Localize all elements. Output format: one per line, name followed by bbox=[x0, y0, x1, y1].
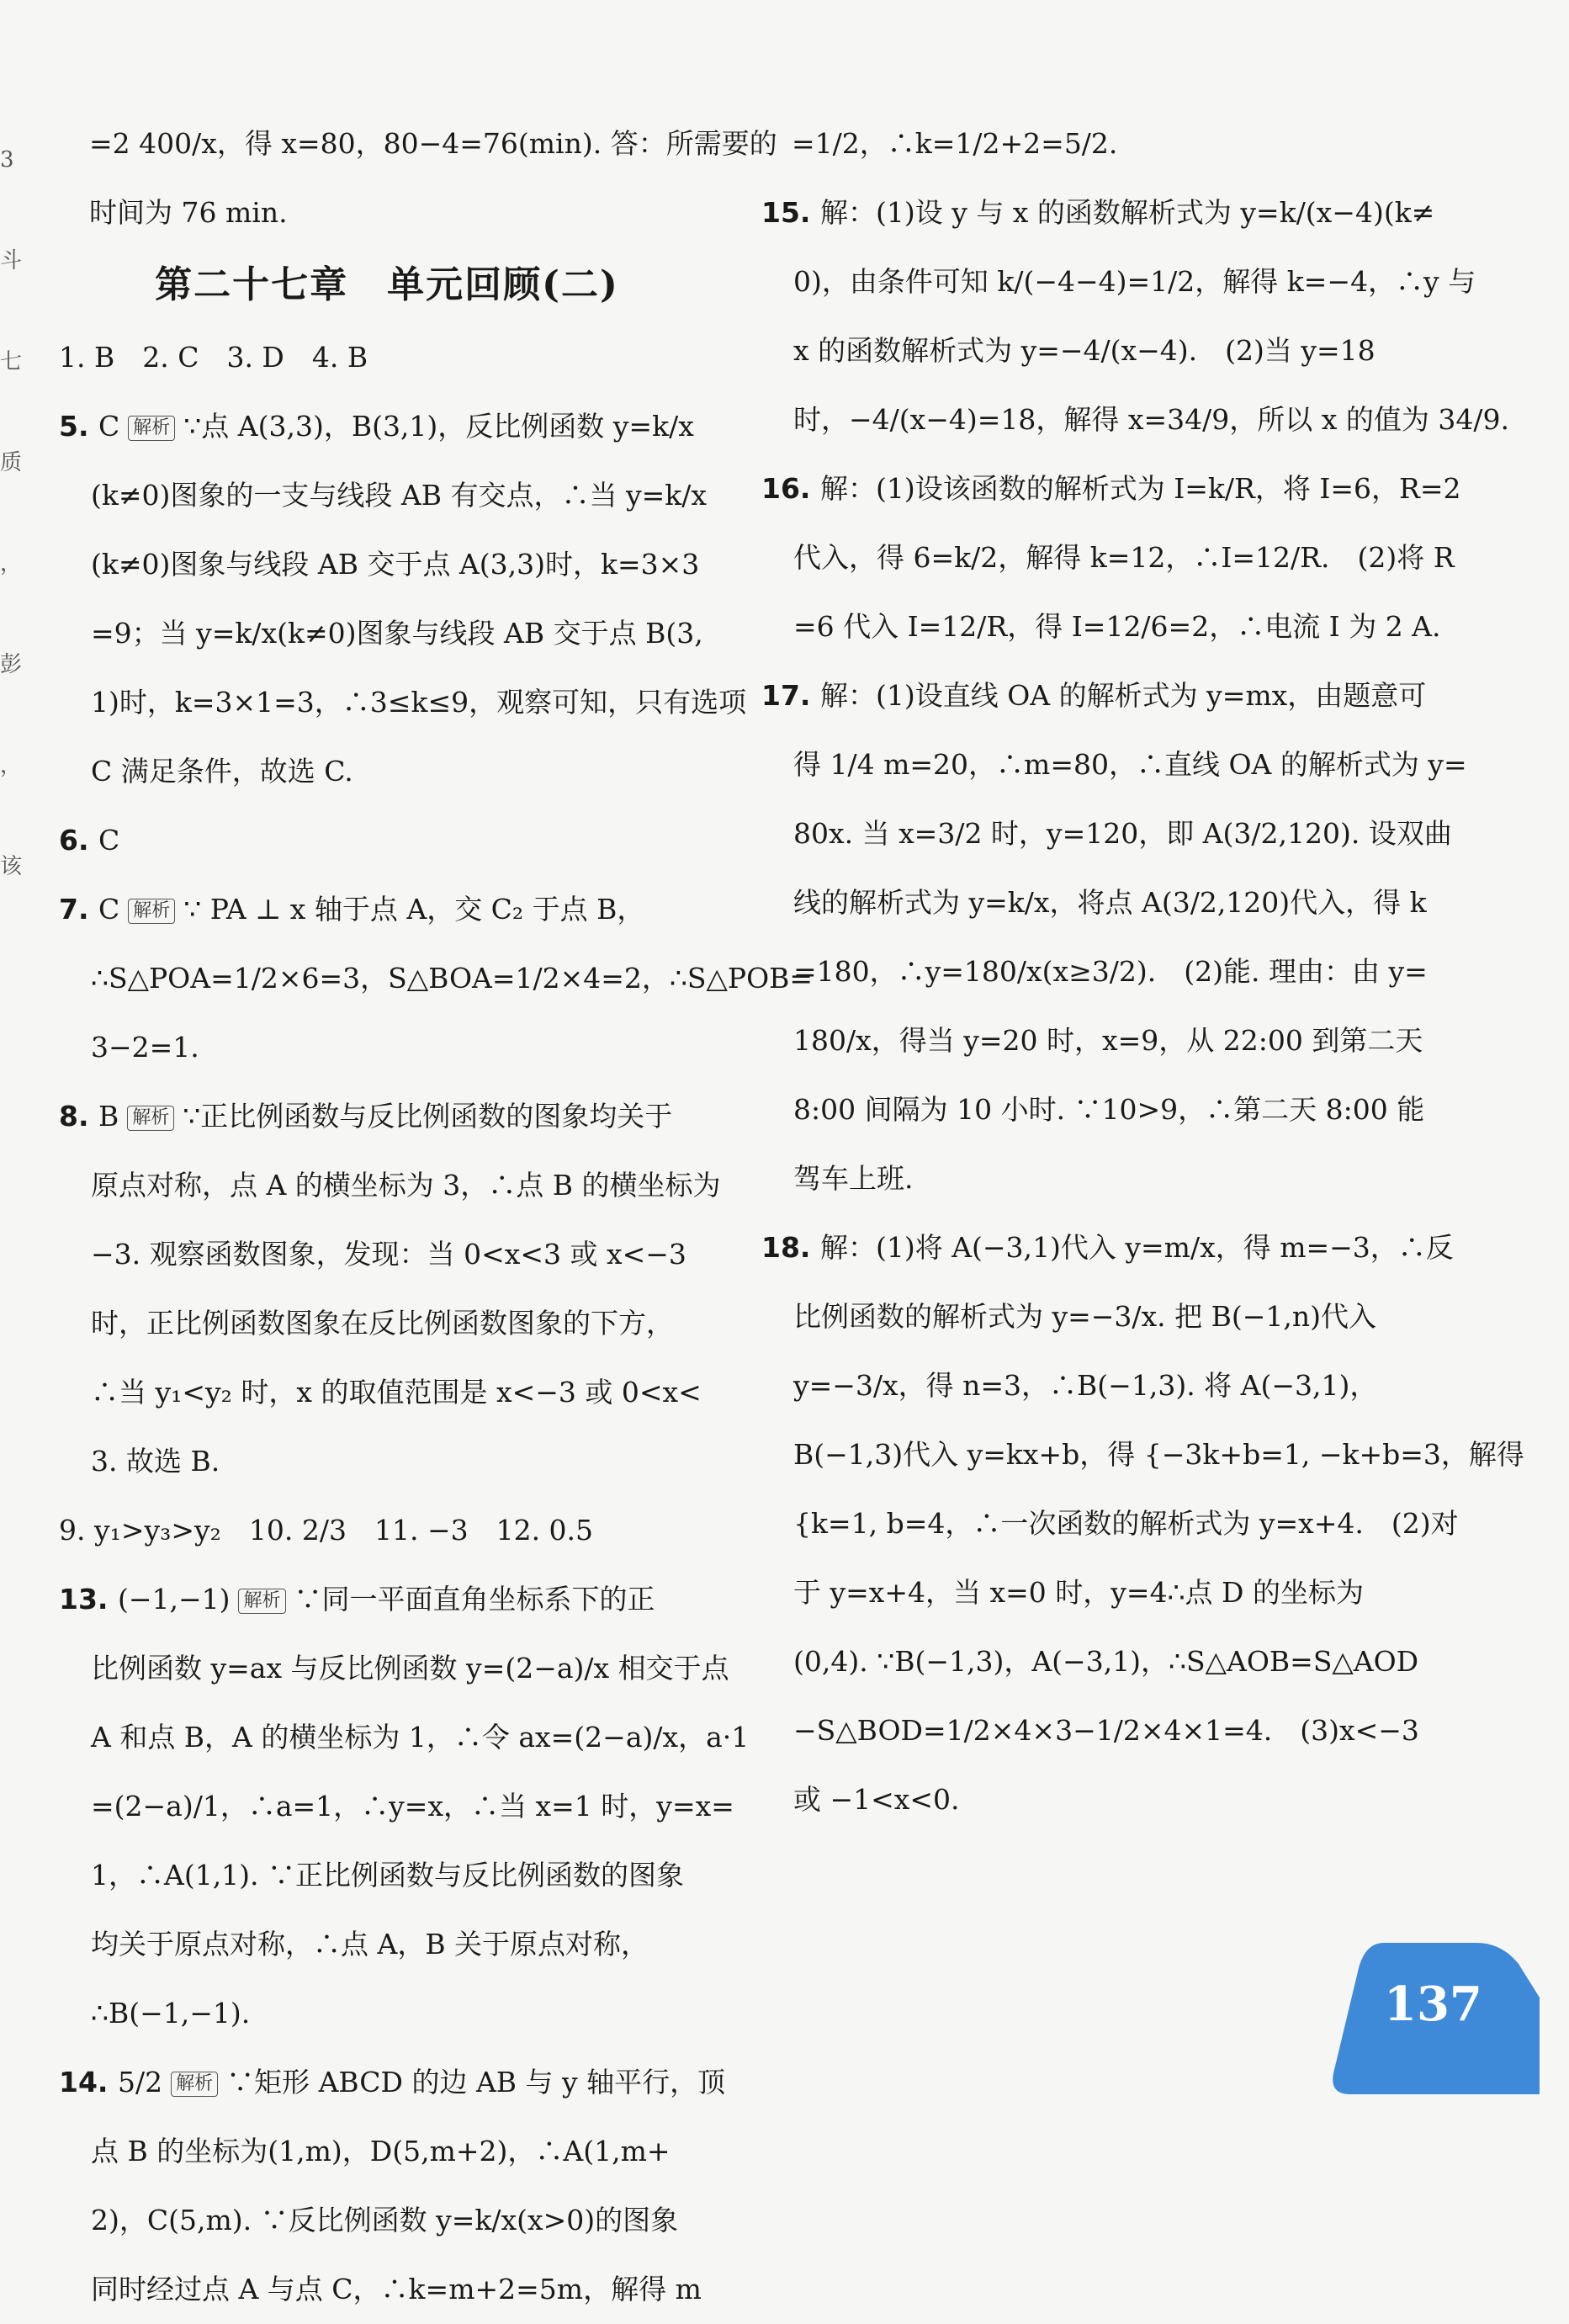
margin-mark: 斗 bbox=[0, 248, 23, 273]
analysis-tag: 解析 bbox=[128, 899, 175, 924]
right-line: 驾车上班. bbox=[793, 1162, 914, 1195]
page-number-badge bbox=[1325, 1926, 1544, 2103]
answer-text: C bbox=[98, 410, 120, 443]
answer-text: 解：(1)设该函数的解析式为 I=k/R，将 I=6，R=2 bbox=[819, 472, 1461, 505]
analysis-tag: 解析 bbox=[238, 1589, 285, 1614]
chapter-title: 第二十七章 单元回顾(二) bbox=[155, 263, 619, 306]
left-line bbox=[59, 1565, 715, 1634]
right-line: x 的函数解析式为 y=−4/(x−4). (2)当 y=18 bbox=[793, 334, 1376, 367]
question-number: 17. bbox=[761, 679, 820, 712]
question-number: 6. bbox=[59, 824, 98, 857]
left-line: ∴S△POA=1/2×6=3，S△BOA=1/2×4=2，∴S△POB= bbox=[91, 962, 814, 995]
left-line: A 和点 B，A 的横坐标为 1，∴令 ax=(2−a)/x，a·1 bbox=[91, 1721, 750, 1754]
right-line: 或 −1<x<0. bbox=[793, 1783, 960, 1816]
answer-text: B bbox=[98, 1100, 119, 1133]
right-line: 80x. 当 x=3/2 时，y=120，即 A(3/2,120). 设双曲 bbox=[793, 817, 1452, 850]
question-number: 18. bbox=[761, 1231, 820, 1264]
right-line: 时，−4/(x−4)=18，解得 x=34/9，所以 x 的值为 34/9. bbox=[793, 403, 1509, 436]
left-line: =9；当 y=k/x(k≠0)图象与线段 AB 交于点 B(3, bbox=[91, 617, 703, 650]
left-line: 时，正比例函数图象在反比例函数图象的下方， bbox=[91, 1307, 674, 1340]
right-line: (0,4). ∵B(−1,3)，A(−3,1)，∴S△AOB=S△AOD bbox=[793, 1645, 1419, 1678]
right-line: =1/2，∴k=1/2+2=5/2. bbox=[792, 127, 1118, 160]
answer-text: (−1,−1) bbox=[117, 1583, 231, 1616]
margin-mark: 彭 bbox=[0, 652, 23, 677]
analysis-text: ∵点 A(3,3)，B(3,1)，反比例函数 y=k/x bbox=[183, 410, 694, 443]
right-line: 得 1/4 m=20，∴m=80，∴直线 OA 的解析式为 y= bbox=[793, 748, 1467, 781]
right-line: −S△BOD=1/2×4×3−1/2×4×1=4. (3)x<−3 bbox=[793, 1714, 1419, 1747]
margin-mark: ， bbox=[0, 551, 23, 576]
answer-text: 解：(1)将 A(−3,1)代入 y=m/x，得 m=−3，∴反 bbox=[819, 1231, 1454, 1264]
question-number: 16. bbox=[761, 472, 820, 505]
left-line: 3. 故选 B. bbox=[91, 1445, 220, 1478]
right-line bbox=[761, 661, 1427, 730]
left-line: 2)，C(5,m). ∵反比例函数 y=k/x(x>0)的图象 bbox=[91, 2204, 679, 2236]
left-line bbox=[59, 2048, 726, 2117]
question-number: 5. bbox=[59, 410, 98, 443]
analysis-tag: 解析 bbox=[128, 416, 175, 441]
left-line: 9. y₁>y₃>y₂ 10. 2/3 11. −3 12. 0.5 bbox=[59, 1514, 594, 1547]
left-line bbox=[59, 1082, 715, 1151]
left-line: 均关于原点对称，∴点 A，B 关于原点对称， bbox=[91, 1928, 649, 1961]
right-line: 代入，得 6=k/2，解得 k=12，∴I=12/R. (2)将 R bbox=[793, 541, 1455, 574]
right-line bbox=[761, 454, 1461, 523]
right-line: B(−1,3)代入 y=kx+b，得 {−3k+b=1, −k+b=3，解得 bbox=[793, 1438, 1524, 1471]
left-line: −3. 观察函数图象，发现：当 0<x<3 或 x<−3 bbox=[91, 1238, 686, 1271]
right-line: 于 y=x+4，当 x=0 时，y=4∴点 D 的坐标为 bbox=[793, 1576, 1364, 1609]
answer-text: 解：(1)设 y 与 x 的函数解析式为 y=k/(x−4)(k≠ bbox=[819, 196, 1435, 229]
right-line: 180/x，得当 y=20 时，x=9，从 22:00 到第二天 bbox=[793, 1024, 1423, 1057]
left-line: C 满足条件，故选 C. bbox=[91, 755, 353, 788]
left-line: 比例函数 y=ax 与反比例函数 y=(2−a)/x 相交于点 bbox=[91, 1652, 729, 1685]
answer-text: C bbox=[98, 893, 120, 926]
left-line: 点 B 的坐标为(1,m)，D(5,m+2)，∴A(1,m+ bbox=[91, 2135, 671, 2167]
left-line: ∴B(−1,−1). bbox=[91, 1997, 251, 2030]
right-line: =180，∴y=180/x(x≥3/2). (2)能. 理由：由 y= bbox=[793, 955, 1428, 988]
left-margin-marks bbox=[0, 109, 23, 917]
answer-text: C bbox=[98, 824, 120, 857]
left-line: 原点对称，点 A 的横坐标为 3，∴点 B 的横坐标为 bbox=[91, 1169, 721, 1202]
right-line: 比例函数的解析式为 y=−3/x. 把 B(−1,n)代入 bbox=[793, 1300, 1377, 1333]
analysis-text: ∵ PA ⊥ x 轴于点 A，交 C₂ 于点 B， bbox=[183, 893, 645, 926]
left-line: 3−2=1. bbox=[91, 1031, 199, 1064]
question-number: 7. bbox=[59, 893, 98, 926]
analysis-tag: 解析 bbox=[171, 2072, 218, 2097]
right-column bbox=[761, 109, 1524, 1834]
margin-mark: ， bbox=[0, 753, 23, 778]
analysis-tag: 解析 bbox=[127, 1106, 174, 1131]
left-line bbox=[59, 392, 715, 461]
right-line bbox=[761, 1213, 1454, 1282]
left-line: 时间为 76 min. bbox=[89, 196, 288, 229]
left-line: 1，∴A(1,1). ∵正比例函数与反比例函数的图象 bbox=[91, 1859, 685, 1892]
right-line: 0)，由条件可知 k/(−4−4)=1/2，解得 k=−4，∴y 与 bbox=[793, 265, 1476, 298]
analysis-text: ∵正比例函数与反比例函数的图象均关于 bbox=[183, 1100, 673, 1133]
question-number: 13. bbox=[59, 1583, 118, 1616]
left-line: =2 400/x，得 x=80，80−4=76(min). 答：所需要的 bbox=[89, 127, 777, 160]
right-line: 8:00 间隔为 10 小时. ∵10>9，∴第二天 8:00 能 bbox=[793, 1093, 1425, 1126]
margin-mark: 质 bbox=[0, 450, 23, 475]
right-line: 线的解析式为 y=k/x，将点 A(3/2,120)代入，得 k bbox=[793, 886, 1427, 919]
margin-mark: 该 bbox=[0, 854, 23, 879]
analysis-text: ∵矩形 ABCD 的边 AB 与 y 轴平行，顶 bbox=[226, 2066, 726, 2098]
analysis-text: ∵同一平面直角坐标系下的正 bbox=[294, 1583, 655, 1616]
left-line: (k≠0)图象与线段 AB 交于点 A(3,3)时，k=3×3 bbox=[91, 548, 700, 581]
left-line: 同时经过点 A 与点 C，∴k=m+2=5m，解得 m bbox=[91, 2273, 702, 2305]
left-line bbox=[59, 806, 715, 875]
left-line bbox=[59, 875, 715, 944]
question-number: 8. bbox=[59, 1100, 98, 1133]
left-line: =(2−a)/1，∴a=1，∴y=x，∴当 x=1 时，y=x= bbox=[91, 1790, 734, 1823]
right-line: {k=1, b=4，∴一次函数的解析式为 y=x+4. (2)对 bbox=[793, 1507, 1459, 1540]
right-line: y=−3/x，得 n=3，∴B(−1,3). 将 A(−3,1)， bbox=[793, 1369, 1378, 1402]
page-number: 137 bbox=[1384, 1976, 1482, 2032]
answer-text: 5/2 bbox=[117, 2066, 163, 2098]
margin-mark: 七 bbox=[0, 349, 23, 374]
left-line: 1)时，k=3×1=3，∴3≤k≤9，观察可知，只有选项 bbox=[91, 686, 747, 719]
left-line: ∴当 y₁<y₂ 时，x 的取值范围是 x<−3 或 0<x< bbox=[91, 1376, 702, 1409]
right-line bbox=[761, 178, 1435, 247]
question-number: 14. bbox=[59, 2066, 118, 2098]
left-line: (k≠0)图象的一支与线段 AB 有交点，∴当 y=k/x bbox=[91, 479, 707, 512]
question-number: 15. bbox=[761, 196, 820, 229]
left-line: 1. B 2. C 3. D 4. B bbox=[59, 341, 368, 374]
margin-mark: 3 bbox=[0, 147, 14, 172]
answer-text: 解：(1)设直线 OA 的解析式为 y=mx，由题意可 bbox=[819, 679, 1427, 712]
right-line: =6 代入 I=12/R，得 I=12/6=2，∴电流 I 为 2 A. bbox=[793, 610, 1441, 643]
